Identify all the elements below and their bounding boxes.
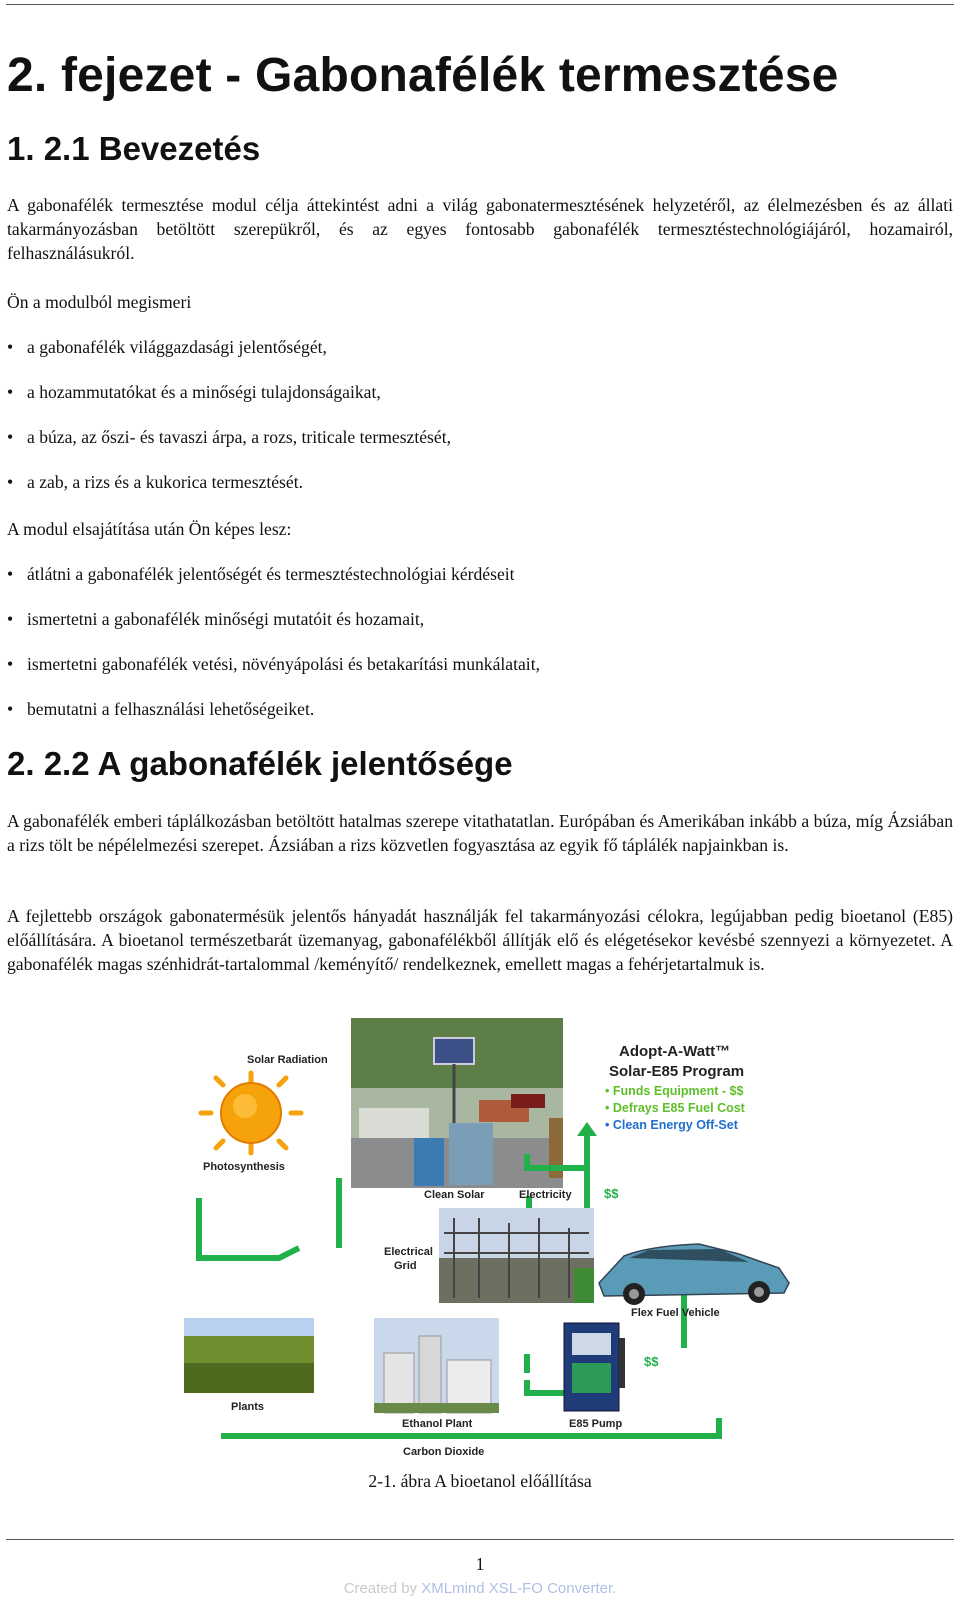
learn-intro: Ön a modulból megismeri <box>7 292 192 312</box>
bullet-icon: • <box>7 382 14 402</box>
bullet-icon: • <box>7 472 14 492</box>
list-item-text: a zab, a rizs és a kukorica termesztését. <box>27 472 303 492</box>
list-item-text: bemutatni a felhasználási lehetőségeiket. <box>27 699 315 719</box>
list-item-text: a hozammutatókat és a minőségi tulajdonságaikat, <box>27 382 381 402</box>
list-item <box>7 562 953 607</box>
converter-credit <box>7 1580 953 1597</box>
list-item <box>7 380 953 425</box>
carbon-dioxide-label: Carbon Dioxide <box>403 1446 485 1458</box>
photosynthesis-label: Photosynthesis <box>203 1161 285 1173</box>
sun-icon <box>201 1073 301 1153</box>
bullet-icon: • <box>7 609 14 629</box>
intro-paragraph: A gabonafélék termesztése modul célja áttekintést adni a világ gabonatermesztésének helyzetéről, az élelmezésben és az állati takarmányozásban betöltött szerepükről, és az egyes fontosabb gabonafélék termesztéstechnológiájáról, hozamairól, felhasználásukról. <box>7 195 953 263</box>
list-item <box>7 652 953 697</box>
dollars-label-2: $$ <box>644 1354 659 1369</box>
list-item <box>7 335 953 380</box>
e85-pump-icon <box>564 1323 625 1411</box>
ethanol-plant-photo <box>374 1318 499 1413</box>
bullet-icon: • <box>7 564 14 584</box>
importance-paragraph-2: A fejlettebb országok gabonatermésük jelentős hányadát használják fel takarmányozási célokra, legújabban pedig bioetanol (E85) előállítására. A bioetanol természetbarát üzemanyag, gabonafélékből állítják elő és elégetésekor kevésbé szennyezi a környezetet. A gabonafélék magas szénhidrát-tartalommal /keményítő/ rendelkeznek, emellett magas a fehérjetartalmuk is. <box>7 906 953 974</box>
list-item-text: a gabonafélék világgazdasági jelentőségét, <box>27 337 327 357</box>
converter-link[interactable]: XMLmind XSL-FO Converter <box>421 1580 613 1597</box>
plants-label: Plants <box>231 1401 265 1413</box>
electrical-grid-label-1: Electrical <box>384 1246 433 1258</box>
funds-bullet: • Funds Equipment - $$ <box>605 1084 744 1098</box>
solar-panels-photo <box>351 1018 563 1188</box>
skills-intro: A modul elsajátítása után Ön képes lesz: <box>7 519 292 539</box>
bullet-icon: • <box>7 699 14 719</box>
adopt-a-watt-subtitle: Solar-E85 Program <box>609 1063 745 1080</box>
flex-fuel-label: Flex Fuel Vehicle <box>631 1307 720 1319</box>
list-item <box>7 470 953 515</box>
list-item-text: ismertetni a gabonafélék minőségi mutatóit és hozamait, <box>27 609 425 629</box>
bullet-icon: • <box>7 427 14 447</box>
electricity-label: Electricity <box>519 1189 572 1201</box>
footer-rule <box>6 1539 954 1540</box>
list-item <box>7 607 953 652</box>
list-item-text: ismertetni gabonafélék vetési, növényápolási és betakarítási munkálatait, <box>27 654 540 674</box>
adopt-a-watt-title: Adopt-A-Watt™ <box>619 1043 731 1060</box>
top-rule <box>6 4 954 5</box>
skills-list <box>7 562 953 742</box>
bullet-icon: • <box>7 337 14 357</box>
e85-pump-label: E85 Pump <box>569 1418 623 1430</box>
clean-energy-bullet: • Clean Energy Off-Set <box>605 1118 738 1132</box>
solar-radiation-label: Solar Radiation <box>247 1054 328 1066</box>
page-number: 1 <box>475 1554 485 1574</box>
adopt-a-watt-panel <box>605 1043 746 1132</box>
corn-field-photo <box>184 1318 314 1393</box>
list-item <box>7 697 953 742</box>
section-heading-intro: 1. 2.1 Bevezetés <box>7 130 261 167</box>
flex-fuel-car-icon <box>599 1244 789 1305</box>
bioethanol-figure <box>179 1018 794 1462</box>
list-item-text: átlátni a gabonafélék jelentőségét és termesztéstechnológiai kérdéseit <box>27 564 515 584</box>
credit-suffix: . <box>612 1580 617 1597</box>
credit-prefix: Created by <box>343 1580 422 1597</box>
figure-caption: 2-1. ábra A bioetanol előállítása <box>368 1471 592 1491</box>
ethanol-plant-label: Ethanol Plant <box>402 1418 473 1430</box>
bullet-icon: • <box>7 654 14 674</box>
electrical-grid-label-2: Grid <box>394 1260 417 1272</box>
arrow-head-icon <box>577 1122 597 1136</box>
list-item-text: a búza, az őszi- és tavaszi árpa, a rozs, triticale termesztését, <box>27 427 451 447</box>
importance-paragraph-1: A gabonafélék emberi táplálkozásban betöltött hatalmas szerepe vitathatatlan. Európában és Amerikában inkább a búza, míg Ázsiában a rizs tölt be népélelmezési szerepet. Ázsiában a rizs közvetlen fogyasztása az egyik fő táplálék napjainkban is. <box>7 811 953 855</box>
list-item <box>7 425 953 470</box>
electrical-grid-photo <box>439 1208 594 1303</box>
learn-list <box>7 335 953 515</box>
section-heading-importance: 2. 2.2 A gabonafélék jelentősége <box>7 745 513 782</box>
clean-solar-label: Clean Solar <box>424 1189 485 1201</box>
defrays-bullet: • Defrays E85 Fuel Cost <box>605 1101 745 1115</box>
dollars-label-1: $$ <box>604 1186 619 1201</box>
chapter-heading: 2. fejezet - Gabonafélék termesztése <box>7 49 839 102</box>
